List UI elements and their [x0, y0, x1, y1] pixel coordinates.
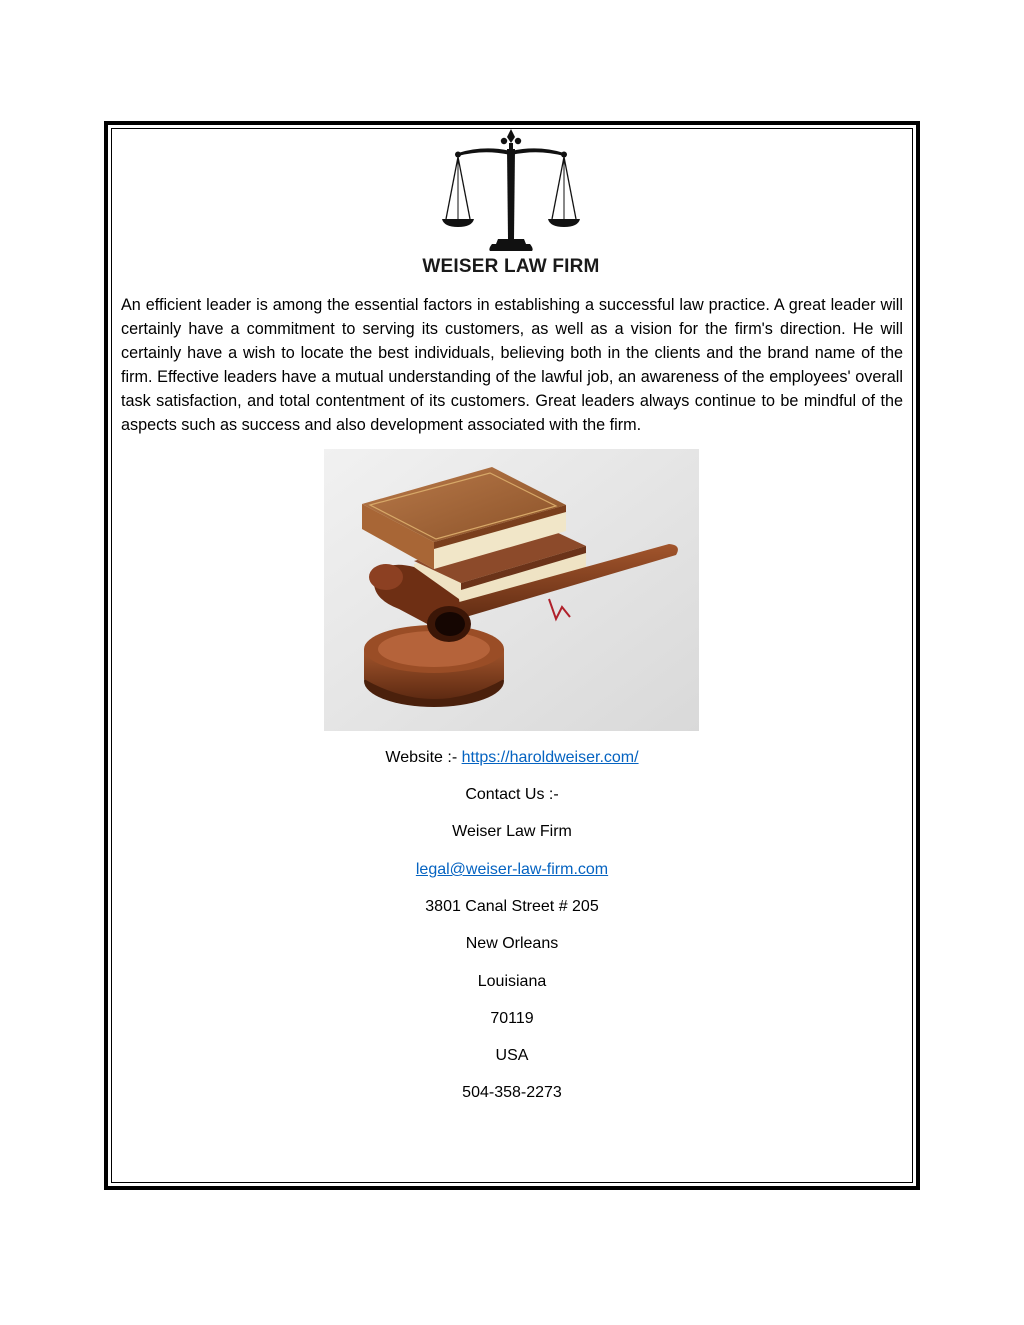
- firm-name: Weiser Law Firm: [452, 823, 572, 840]
- website-line: [104, 748, 920, 768]
- phone-number: 504-358-2273: [462, 1084, 562, 1101]
- logo-wordmark: WEISER LAW FIRM: [422, 256, 600, 277]
- street-address: 3801 Canal Street # 205: [425, 898, 599, 915]
- website-link[interactable]: https://haroldweiser.com/: [461, 749, 639, 766]
- email-line: [104, 860, 920, 880]
- contact-heading: Contact Us :-: [465, 786, 559, 803]
- city: New Orleans: [465, 935, 559, 952]
- state: Louisiana: [477, 973, 547, 990]
- gavel-and-law-books-image: [324, 449, 699, 731]
- zip-code: 70119: [490, 1010, 534, 1027]
- email-link[interactable]: legal@weiser-law-firm.com: [415, 861, 609, 878]
- country: USA: [495, 1047, 529, 1064]
- intro-paragraph: An efficient leader is among the essential factors in establishing a successful law practice. A great leader will certainly have a commitment to serving its customers, as well as a vision for the firm's direction. He will certainly have a wish to locate the best individuals, believing both in the clients and the brand name of the firm. Effective leaders have a mutual understanding of the lawful job, an awareness of the employees' overall task satisfaction, and total contentment of its customers. Great leaders always continue to be mindful of the aspects such as success and also development associated with the firm.: [121, 296, 903, 434]
- website-label: Website :-: [385, 749, 462, 766]
